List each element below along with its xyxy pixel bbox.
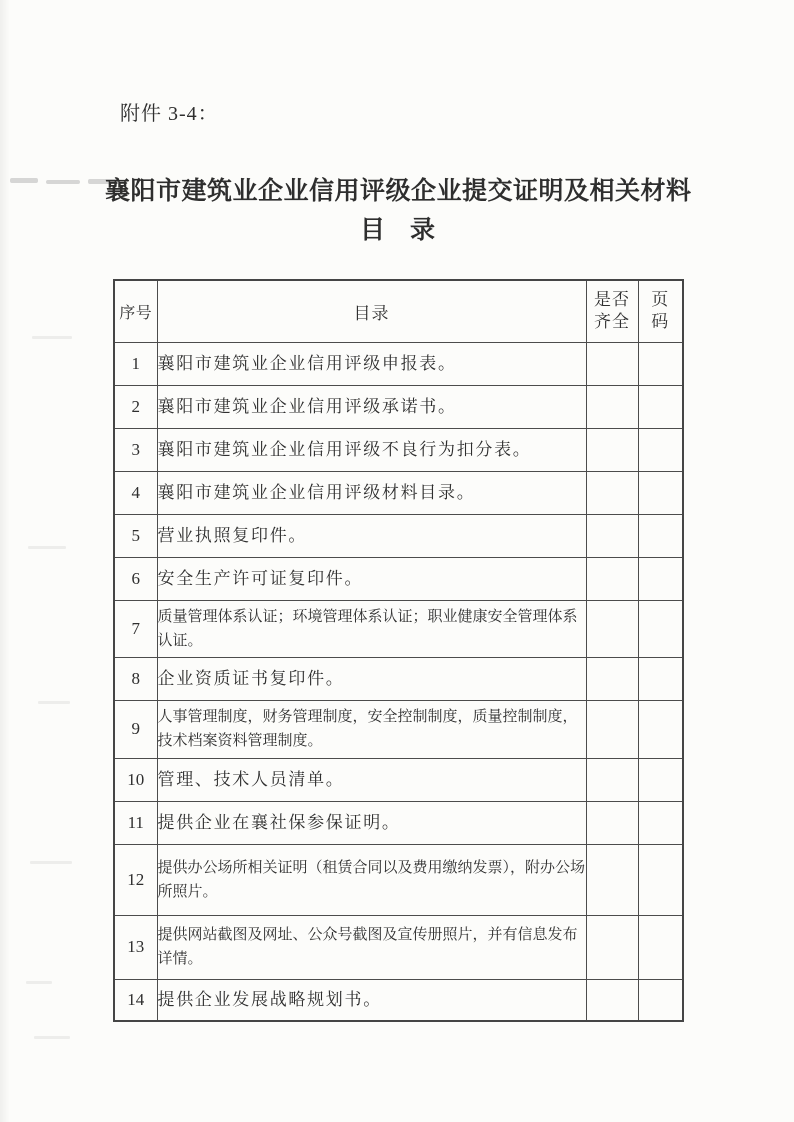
row-complete-cell (586, 844, 638, 915)
row-index-cell: 4 (114, 471, 157, 514)
row-catalog-cell: 襄阳市建筑业企业信用评级承诺书。 (157, 385, 586, 428)
row-page-cell (638, 385, 683, 428)
row-index-cell: 1 (114, 342, 157, 385)
row-index-cell: 14 (114, 979, 157, 1021)
row-page-cell (638, 600, 683, 657)
row-page-cell (638, 801, 683, 844)
row-index-cell: 9 (114, 700, 157, 758)
row-index-cell: 2 (114, 385, 157, 428)
row-catalog-cell: 襄阳市建筑业企业信用评级申报表。 (157, 342, 586, 385)
row-index-cell: 7 (114, 600, 157, 657)
row-complete-cell (586, 557, 638, 600)
header-index: 序号 (114, 280, 157, 342)
table-row (114, 428, 683, 471)
row-complete-cell (586, 471, 638, 514)
row-index-cell: 3 (114, 428, 157, 471)
row-page-cell (638, 700, 683, 758)
row-index-cell: 11 (114, 801, 157, 844)
scan-artifact (38, 701, 70, 704)
header-page (638, 280, 683, 342)
header-page-line1: 页 (651, 290, 670, 310)
table-row (114, 600, 683, 657)
row-catalog-cell: 襄阳市建筑业企业信用评级材料目录。 (157, 471, 586, 514)
table-row (114, 471, 683, 514)
row-page-cell (638, 557, 683, 600)
row-catalog-cell: 管理、技术人员清单。 (157, 758, 586, 801)
row-complete-cell (586, 979, 638, 1021)
row-complete-cell (586, 385, 638, 428)
row-page-cell (638, 657, 683, 700)
row-complete-cell (586, 657, 638, 700)
row-index-cell: 5 (114, 514, 157, 557)
header-page-line2: 码 (651, 312, 670, 332)
row-complete-cell (586, 342, 638, 385)
table-row (114, 342, 683, 385)
row-index-cell: 13 (114, 915, 157, 979)
table-row (114, 514, 683, 557)
document-title: 襄阳市建筑业企业信用评级企业提交证明及相关材料 (105, 178, 692, 205)
header-complete-line1: 是否 (594, 290, 630, 310)
row-catalog-cell: 营业执照复印件。 (157, 514, 586, 557)
table-header-row (114, 280, 683, 342)
table-row (114, 915, 683, 979)
row-catalog-cell: 人事管理制度，财务管理制度，安全控制制度，质量控制制度，技术档案资料管理制度。 (157, 700, 586, 758)
scan-artifact (34, 1036, 70, 1039)
row-page-cell (638, 514, 683, 557)
materials-table (113, 279, 684, 1022)
row-index-cell: 6 (114, 557, 157, 600)
row-page-cell (638, 342, 683, 385)
row-catalog-cell: 提供企业在襄社保参保证明。 (157, 801, 586, 844)
row-catalog-cell: 质量管理体系认证；环境管理体系认证；职业健康安全管理体系认证。 (157, 600, 586, 657)
table-row (114, 700, 683, 758)
scan-artifact (28, 546, 66, 549)
header-catalog: 目录 (157, 280, 586, 342)
table-row (114, 844, 683, 915)
row-catalog-cell: 提供企业发展战略规划书。 (157, 979, 586, 1021)
table-row (114, 557, 683, 600)
scan-artifact (26, 981, 52, 984)
scan-artifact (46, 180, 80, 184)
table-row (114, 979, 683, 1021)
row-page-cell (638, 428, 683, 471)
table-row (114, 657, 683, 700)
scan-artifact (32, 336, 72, 339)
row-catalog-cell: 企业资质证书复印件。 (157, 657, 586, 700)
scan-edge-shade (0, 0, 10, 1122)
attachment-label: 附件 3-4： (120, 103, 219, 125)
row-complete-cell (586, 600, 638, 657)
row-page-cell (638, 758, 683, 801)
row-page-cell (638, 844, 683, 915)
row-index-cell: 10 (114, 758, 157, 801)
row-complete-cell (586, 915, 638, 979)
table-row (114, 758, 683, 801)
row-complete-cell (586, 758, 638, 801)
row-complete-cell (586, 801, 638, 844)
scan-artifact (10, 178, 38, 183)
row-catalog-cell: 襄阳市建筑业企业信用评级不良行为扣分表。 (157, 428, 586, 471)
row-catalog-cell: 安全生产许可证复印件。 (157, 557, 586, 600)
row-catalog-cell: 提供网站截图及网址、公众号截图及宣传册照片，并有信息发布详情。 (157, 915, 586, 979)
row-complete-cell (586, 428, 638, 471)
row-catalog-cell: 提供办公场所相关证明（租赁合同以及费用缴纳发票），附办公场所照片。 (157, 844, 586, 915)
header-complete-line2: 齐全 (594, 312, 630, 332)
row-page-cell (638, 979, 683, 1021)
row-page-cell (638, 471, 683, 514)
header-complete (586, 280, 638, 342)
row-complete-cell (586, 514, 638, 557)
row-index-cell: 8 (114, 657, 157, 700)
row-complete-cell (586, 700, 638, 758)
document-subtitle: 目 录 (359, 217, 435, 244)
scan-artifact (30, 861, 72, 864)
row-page-cell (638, 915, 683, 979)
table-row (114, 801, 683, 844)
table-row (114, 385, 683, 428)
row-index-cell: 12 (114, 844, 157, 915)
